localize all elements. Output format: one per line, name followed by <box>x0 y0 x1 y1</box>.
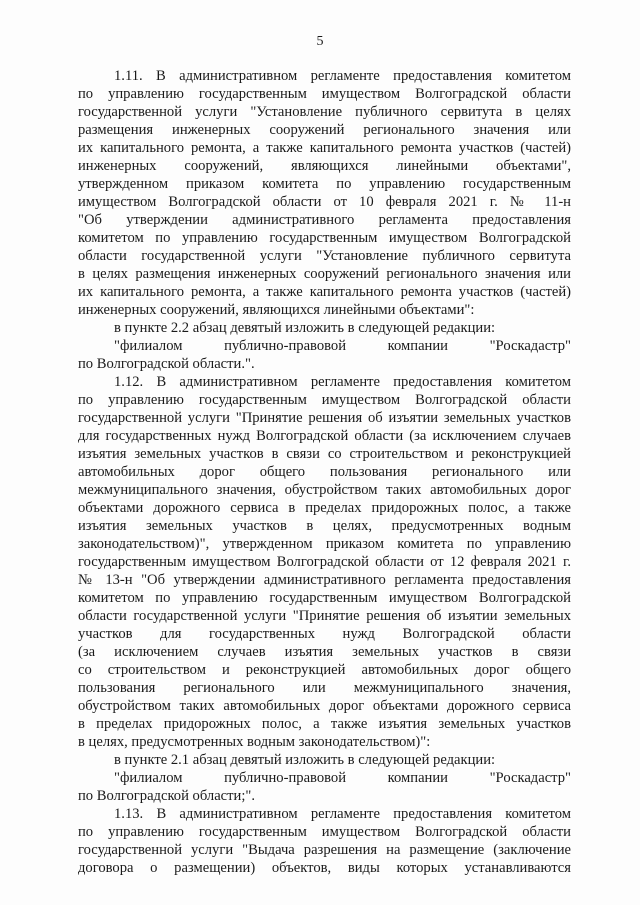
text-line: инженерных сооружений, являющихся линейными объектами", <box>78 158 571 174</box>
text-line: в пункте 2.1 абзац девятый изложить в следующей редакции: <box>114 752 496 768</box>
text-line: обустройством таких автомобильных дорог объектами дорожного сервиса <box>78 698 571 714</box>
text-line: 1.12. В административном регламенте предоставления комитетом <box>114 374 571 390</box>
text-line: в целях размещения инженерных сооружений регионального значения или <box>78 266 571 282</box>
text-line: инженерных сооружений, являющихся линейными объектами": <box>78 302 475 318</box>
text-line: "филиалом публично-правовой компании "Роскадастр" <box>114 770 571 786</box>
text-line: их капитального ремонта, а также капитального ремонта участков (частей) <box>78 140 571 156</box>
text-line: № 13-н "Об утверждении административного регламента предоставления <box>78 572 571 588</box>
page-number: 5 <box>316 34 324 49</box>
text-line: "Об утверждении административного регламента предоставления <box>78 212 571 228</box>
text-line: "филиалом публично-правовой компании "Роскадастр" <box>114 338 571 354</box>
text-line: государственной услуги "Установление публичного сервитута в целях <box>78 104 571 120</box>
text-line: участков для государственных нужд Волгоградской области <box>78 626 571 642</box>
text-line: по управлению государственным имуществом Волгоградской области <box>78 392 571 408</box>
text-line: области государственной услуги "Принятие решения об изъятии земельных <box>78 608 571 624</box>
text-line: государственной услуги "Принятие решения об изъятии земельных участков <box>78 410 571 426</box>
text-line: государственной услуги "Выдача разрешения на размещение (заключение <box>78 842 571 858</box>
text-line: изъятия земельных участков в связи со строительством и реконструкцией <box>78 446 571 462</box>
text-line: в целях, предусмотренных водным законодательством)": <box>78 734 431 750</box>
text-line: по Волгоградской области;". <box>78 788 256 804</box>
text-line: 1.11. В административном регламенте предоставления комитетом <box>114 68 571 84</box>
text-line: их капитального ремонта, а также капитального ремонта участков (частей) <box>78 284 571 300</box>
text-line: утвержденном приказом комитета по управлению государственным <box>78 176 571 192</box>
text-line: 1.13. В административном регламенте предоставления комитетом <box>114 806 571 822</box>
text-line: пользования регионального или межмуниципального значения, <box>78 680 571 696</box>
text-line: комитетом по управлению государственным имуществом Волгоградской <box>78 230 571 246</box>
text-line: по управлению государственным имуществом Волгоградской области <box>78 86 571 102</box>
text-line: договора о размещении) объектов, виды которых устанавливаются <box>78 860 571 876</box>
text-line: государственным имуществом Волгоградской области от 12 февраля 2021 г. <box>78 554 571 570</box>
text-line: области государственной услуги "Установление публичного сервитута <box>78 248 571 264</box>
text-line: объектами дорожного сервиса в пределах придорожных полос, а также <box>78 500 571 516</box>
text-line: по Волгоградской области.". <box>78 356 255 372</box>
text-line: имуществом Волгоградской области от 10 февраля 2021 г. № 11-н <box>78 194 571 210</box>
text-line: законодательством)", утвержденном приказом комитета по управлению <box>78 536 571 552</box>
text-line: размещения инженерных сооружений регионального значения или <box>78 122 571 138</box>
text-line: со строительством и реконструкцией автомобильных дорог общего <box>78 662 571 678</box>
text-line: для государственных нужд Волгоградской области (за исключением случаев <box>78 428 571 444</box>
text-line: (за исключением случаев изъятия земельных участков в связи <box>78 644 571 660</box>
text-line: автомобильных дорог общего пользования регионального или <box>78 464 571 480</box>
text-line: изъятия земельных участков в целях, предусмотренных водным <box>78 518 571 534</box>
body-text <box>78 67 571 877</box>
text-line: в пределах придорожных полос, а также изъятия земельных участков <box>78 716 571 732</box>
text-line: в пункте 2.2 абзац девятый изложить в следующей редакции: <box>114 320 496 336</box>
text-line: комитетом по управлению государственным имуществом Волгоградской <box>78 590 571 606</box>
text-line: межмуниципального значения, обустройством таких автомобильных дорог <box>78 482 571 498</box>
text-line: по управлению государственным имуществом Волгоградской области <box>78 824 571 840</box>
